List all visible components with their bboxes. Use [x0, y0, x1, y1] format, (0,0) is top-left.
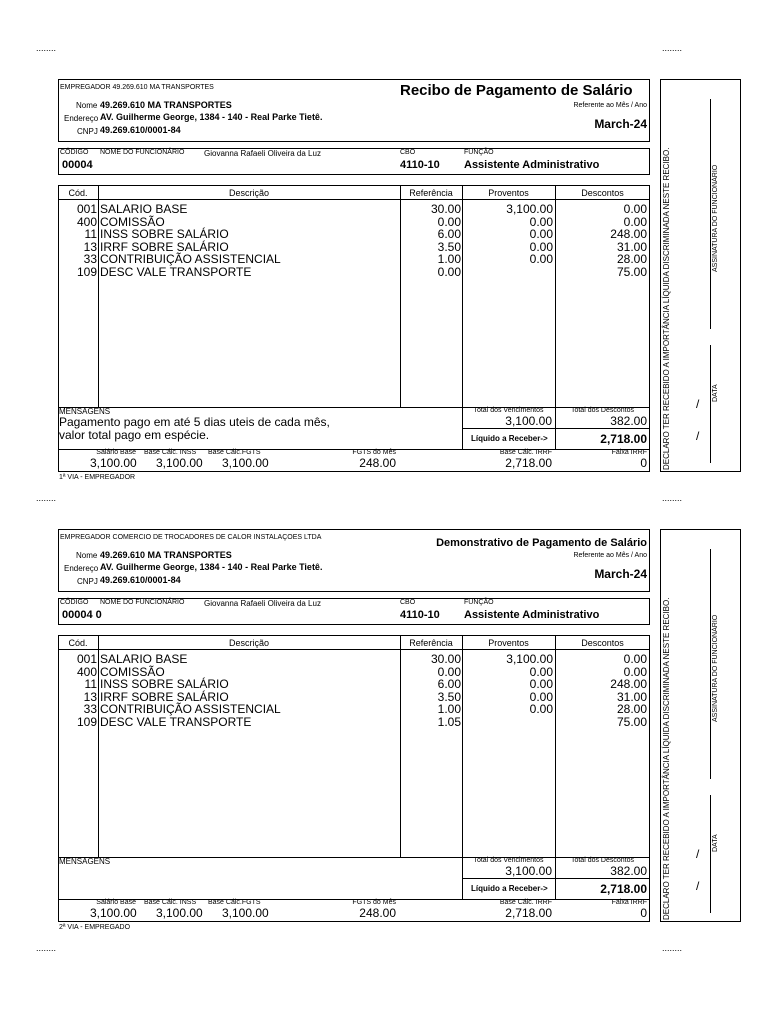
table-row: 30.00 — [430, 202, 461, 216]
table-row: 400 — [76, 214, 97, 229]
faixa-irrf-label: Faixa IRRF — [611, 449, 647, 456]
table-row: 31.00 — [616, 689, 647, 704]
total-descontos-label: Total dos Descontos — [570, 857, 635, 864]
base-inss: 3,100.00 — [156, 456, 203, 470]
table-row: 0.00 — [529, 677, 553, 692]
separator-dots: ........ — [662, 43, 683, 53]
liquido-label: Líquido a Receber-> — [471, 434, 548, 443]
document-title: Recibo de Pagamento de Salário — [400, 82, 633, 99]
assinatura-label: ASSINATURA DO FUNCIONÁRIO — [712, 614, 719, 722]
header-cod: Cód. — [68, 638, 88, 648]
base-fgts-label: Base Cálc.FGTS — [208, 449, 261, 456]
payslip-employee-copy — [0, 450, 768, 940]
cnpj-label: CNPJ — [77, 127, 98, 136]
table-row: 001 — [76, 652, 97, 666]
date-slash: / — [696, 879, 700, 893]
base-inss: 3,100.00 — [156, 906, 203, 920]
table-row: 0.00 — [529, 689, 553, 704]
col-referencia — [402, 203, 461, 279]
nome-funcionario-label: NOME DO FUNCIONÁRIO — [100, 599, 185, 606]
salario-base-label: Salário Base — [96, 449, 136, 456]
table-row: 0.00 — [529, 664, 553, 679]
table-row: 30.00 — [430, 652, 461, 666]
table-row: 0.00 — [623, 214, 647, 229]
cnpj-label: CNPJ — [77, 577, 98, 586]
declaro-text: DECLARO TER RECEBIDO A IMPORTÂNCIA LÍQUIDA DISCRIMINADA NESTE RECIBO. — [662, 597, 671, 920]
header-proventos: Proventos — [488, 188, 529, 198]
nome-label: Nome — [76, 101, 98, 110]
salario-base: 3,100.00 — [90, 456, 137, 470]
table-row: 109 — [76, 714, 97, 729]
table-row: 28.00 — [616, 702, 647, 717]
employer-label: EMPREGADOR — [60, 84, 111, 91]
signature-line — [710, 549, 711, 779]
table-row: DESC VALE TRANSPORTE — [100, 264, 252, 279]
table-row: 0.00 — [437, 664, 461, 679]
date-slash: / — [696, 847, 700, 861]
cbo-value: 4110-10 — [400, 159, 440, 171]
liquido-label: Líquido a Receber-> — [471, 884, 548, 893]
funcao-label: FUNÇÃO — [464, 149, 494, 156]
cbo-label: CBO — [400, 599, 416, 606]
ref-label-text: Referente ao Mês / Ano — [573, 102, 647, 109]
table-row: 0.00 — [437, 214, 461, 229]
header-proventos: Proventos — [488, 638, 529, 648]
table-row: 33 — [83, 252, 97, 267]
col-descricao — [100, 203, 398, 279]
table-row: 1.00 — [437, 252, 461, 267]
table-row: 1.00 — [437, 702, 461, 717]
funcao-value: Assistente Administrativo — [464, 609, 600, 621]
via-label: 2ª VIA - EMPREGADO — [59, 924, 131, 931]
salario-base: 3,100.00 — [90, 906, 137, 920]
base-irrf: 2,718.00 — [505, 906, 552, 920]
table-row: 0.00 — [529, 702, 553, 717]
date-slash: / — [696, 397, 700, 411]
table-row: 109 — [76, 264, 97, 279]
table-row — [464, 266, 553, 279]
table-row: 11 — [84, 677, 97, 692]
nome-value: 49.269.610 MA TRANSPORTES — [100, 100, 232, 110]
funcao-value: Assistente Administrativo — [464, 159, 600, 171]
ref-month — [560, 117, 647, 131]
employee-name: Giovanna Rafaeli Oliveira da Luz — [204, 599, 321, 608]
endereco-label: Endereço — [64, 564, 99, 573]
table-row: 0.00 — [437, 264, 461, 279]
table-row: 11 — [84, 227, 97, 242]
data-label: DATA — [712, 384, 719, 402]
col-proventos — [464, 203, 553, 279]
header-referencia: Referência — [409, 638, 453, 648]
header-descontos: Descontos — [581, 188, 624, 198]
mensagens-label: MENSAGENS — [59, 857, 111, 866]
table-row: 248.00 — [610, 227, 647, 242]
via-label: 1ª VIA - EMPREGADOR — [59, 474, 136, 481]
nome-label: Nome — [76, 551, 98, 560]
table-row: COMISSÃO — [100, 664, 165, 679]
table-row: 13 — [83, 689, 97, 704]
base-fgts: 3,100.00 — [222, 906, 269, 920]
liquido-value: 2,718.00 — [600, 432, 647, 446]
faixa-irrf: 0 — [640, 906, 647, 920]
employer-label: EMPREGADOR — [60, 534, 111, 541]
table-row: 248.00 — [610, 677, 647, 692]
table-row: 3,100.00 — [506, 652, 553, 666]
total-vencimentos-label: Total dos Vencimentos — [473, 407, 544, 414]
base-fgts: 3,100.00 — [222, 456, 269, 470]
cbo-label: CBO — [400, 149, 416, 156]
endereco-value: AV. Guilherme George, 1384 - 140 - Real Parke Tietê. — [100, 562, 323, 572]
table-row: 001 — [76, 202, 97, 216]
base-fgts-label: Base Cálc.FGTS — [208, 899, 261, 906]
table-row: 75.00 — [616, 264, 647, 279]
employee-name: Giovanna Rafaeli Oliveira da Luz — [204, 149, 321, 158]
cbo-value: 4110-10 — [400, 609, 440, 621]
col-referencia — [402, 653, 461, 729]
table-row: 28.00 — [616, 252, 647, 267]
table-row: IRRF SOBRE SALÁRIO — [100, 239, 229, 254]
codigo-value-text: 00004 — [62, 609, 93, 621]
table-row: 400 — [76, 664, 97, 679]
separator-dots: ........ — [36, 43, 57, 53]
table-row: 1.05 — [437, 714, 461, 729]
assinatura-label: ASSINATURA DO FUNCIONÁRIO — [712, 164, 719, 272]
separator-dots: ........ — [662, 493, 683, 503]
table-row: 6.00 — [437, 227, 461, 242]
separator-dots: ........ — [662, 943, 683, 953]
codigo-label: CÓDIGO — [60, 149, 89, 156]
table-row: 3.50 — [437, 239, 461, 254]
date-line — [710, 795, 711, 913]
table-row: 0.00 — [529, 252, 553, 267]
salario-base-label: Salário Base — [96, 899, 136, 906]
fgts-mes-label: FGTS do Mês — [352, 899, 396, 906]
signature-line — [710, 99, 711, 329]
table-row: 31.00 — [616, 239, 647, 254]
date-line — [710, 345, 711, 463]
base-irrf-label: Base Cálc. IRRF — [499, 449, 552, 456]
col-descricao — [100, 653, 398, 729]
total-vencimentos: 3,100.00 — [505, 414, 552, 428]
faixa-irrf: 0 — [640, 456, 647, 470]
table-row: 0.00 — [623, 664, 647, 679]
table-row: 0.00 — [529, 214, 553, 229]
table-row: INSS SOBRE SALÁRIO — [100, 227, 229, 242]
total-vencimentos: 3,100.00 — [505, 864, 552, 878]
funcao-label: FUNÇÃO — [464, 599, 494, 606]
col-cod — [60, 203, 97, 279]
table-row: CONTRIBUIÇÃO ASSISTENCIAL — [100, 702, 281, 717]
header-descontos: Descontos — [581, 638, 624, 648]
table-row — [464, 716, 553, 729]
separator-dots: ........ — [36, 943, 57, 953]
liquido-value: 2,718.00 — [600, 882, 647, 896]
ref-month-text: March-24 — [594, 567, 647, 581]
table-row: DESC VALE TRANSPORTE — [100, 714, 252, 729]
separator-dots: ........ — [36, 493, 57, 503]
col-cod — [60, 653, 97, 729]
col-descontos — [557, 653, 647, 729]
total-descontos: 382.00 — [610, 414, 647, 428]
nome-value: 49.269.610 MA TRANSPORTES — [100, 550, 232, 560]
table-row: IRRF SOBRE SALÁRIO — [100, 689, 229, 704]
nome-funcionario-label: NOME DO FUNCIONÁRIO — [100, 149, 185, 156]
table-row: 3,100.00 — [506, 202, 553, 216]
employer-value: 49.269.610 MA TRANSPORTES — [112, 84, 214, 91]
header-descricao: Descrição — [228, 188, 269, 198]
table-row: 6.00 — [437, 677, 461, 692]
signature-box — [660, 529, 741, 922]
base-irrf-label: Base Cálc. IRRF — [499, 899, 552, 906]
fgts-mes-label: FGTS do Mês — [352, 449, 396, 456]
header-descricao: Descrição — [228, 638, 269, 648]
codigo-extra: 0 — [95, 609, 102, 621]
total-descontos-label: Total dos Descontos — [570, 407, 635, 414]
total-descontos: 382.00 — [610, 864, 647, 878]
endereco-label: Endereço — [64, 114, 99, 123]
codigo-label: CÓDIGO — [60, 599, 89, 606]
table-row: 3.50 — [437, 689, 461, 704]
table-row: 75.00 — [616, 714, 647, 729]
cnpj-value: 49.269.610/0001-84 — [100, 125, 181, 135]
header-cod: Cód. — [68, 188, 88, 198]
table-row: 0.00 — [529, 239, 553, 254]
table-row: COMISSÃO — [100, 214, 165, 229]
data-label: DATA — [712, 834, 719, 852]
mensagens-line1: Pagamento pago em até 5 dias uteis de cada mês, — [59, 415, 330, 429]
date-slash: / — [696, 429, 700, 443]
col-descontos — [557, 203, 647, 279]
header-referencia: Referência — [409, 188, 453, 198]
col-proventos — [464, 653, 553, 729]
base-inss-label: Base Cálc. INSS — [144, 899, 197, 906]
fgts-mes: 248.00 — [359, 456, 396, 470]
payslip-employer-copy — [0, 0, 768, 490]
table-row: 0.00 — [623, 652, 647, 666]
codigo-value — [62, 609, 102, 621]
signature-box — [660, 79, 741, 472]
employer-line — [60, 84, 214, 92]
table-row: 0.00 — [529, 227, 553, 242]
cnpj-value: 49.269.610/0001-84 — [100, 575, 181, 585]
table-row: SALARIO BASE — [100, 652, 188, 666]
table-row: 0.00 — [623, 202, 647, 216]
employer-line — [60, 534, 321, 542]
ref-month — [560, 567, 647, 581]
faixa-irrf-label: Faixa IRRF — [611, 899, 647, 906]
table-row: 13 — [83, 239, 97, 254]
table-row: SALARIO BASE — [100, 202, 188, 216]
endereco-value: AV. Guilherme George, 1384 - 140 - Real Parke Tietê. — [100, 112, 323, 122]
total-vencimentos-label: Total dos Vencimentos — [473, 857, 544, 864]
ref-label — [560, 102, 647, 110]
table-row: INSS SOBRE SALÁRIO — [100, 677, 229, 692]
table-row: CONTRIBUIÇÃO ASSISTENCIAL — [100, 252, 281, 267]
employer-value: COMERCIO DE TROCADORES DE CALOR INSTALAÇOES LTDA — [112, 534, 322, 541]
base-inss-label: Base Cálc. INSS — [144, 449, 197, 456]
mensagens-label: MENSAGENS — [59, 407, 111, 416]
document-title: Demonstrativo de Pagamento de Salário — [436, 537, 647, 549]
mensagens-line2: valor total pago em espécie. — [59, 428, 210, 442]
fgts-mes: 248.00 — [359, 906, 396, 920]
ref-label-text: Referente ao Mês / Ano — [573, 552, 647, 559]
ref-label — [560, 552, 647, 560]
ref-month-text: March-24 — [594, 117, 647, 131]
base-irrf: 2,718.00 — [505, 456, 552, 470]
codigo-value: 00004 — [62, 159, 93, 171]
table-row: 33 — [83, 702, 97, 717]
declaro-text: DECLARO TER RECEBIDO A IMPORTÂNCIA LÍQUIDA DISCRIMINADA NESTE RECIBO. — [662, 147, 671, 470]
